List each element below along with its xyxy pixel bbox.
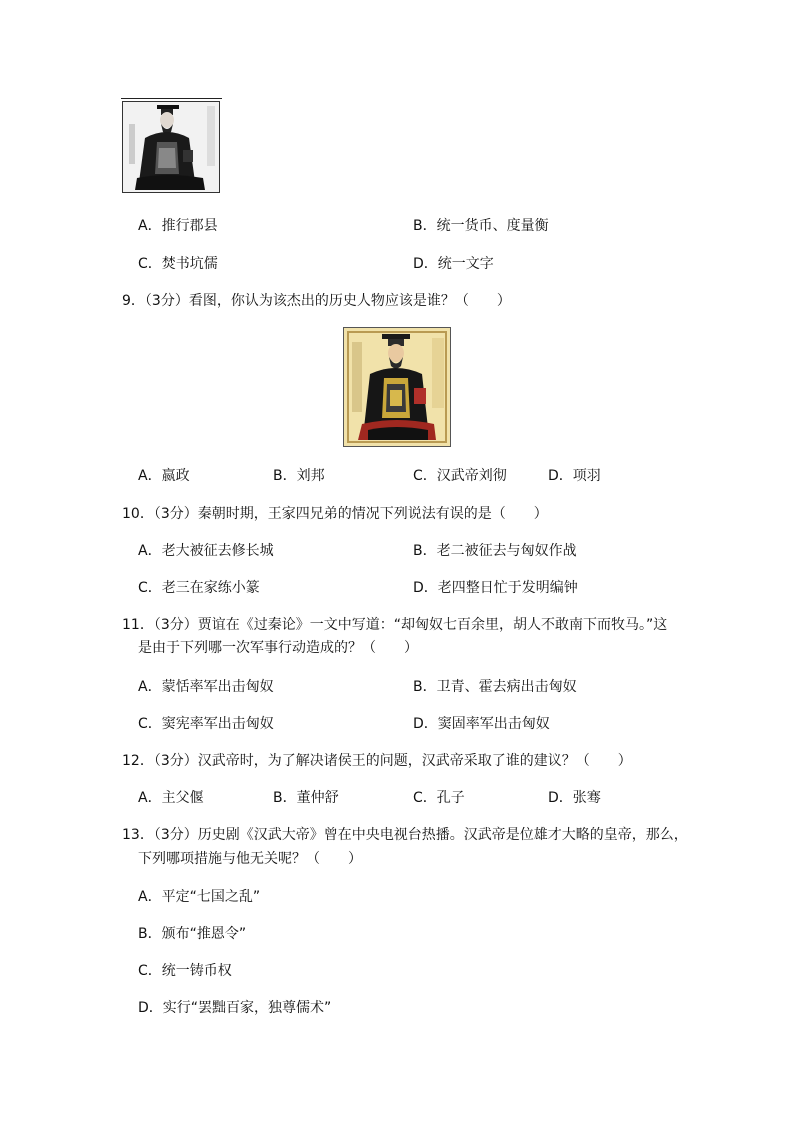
- emperor-figure-bw: [123, 102, 219, 192]
- q8-option-c: C．焚书坑儒: [138, 256, 218, 272]
- q8-option-a: A．推行郡县: [138, 218, 218, 234]
- q11-option-d: D．窦固率军出击匈奴: [413, 716, 550, 732]
- q9-option-b: B．刘邦: [273, 468, 325, 484]
- q13-option-c: C．统一铸币权: [138, 963, 232, 979]
- q12-option-d: D．张骞: [548, 790, 601, 806]
- emperor-portrait-bw: [122, 101, 220, 193]
- q11-option-c: C．窦宪率军出击匈奴: [138, 716, 274, 732]
- q11-stem-line2: 是由于下列哪一次军事行动造成的？（ ）: [138, 640, 418, 656]
- q10-option-b: B．老二被征去与匈奴作战: [413, 543, 577, 559]
- q13-option-a: A．平定“七国之乱”: [138, 889, 261, 905]
- q9-stem: 9．（3分）看图，你认为该杰出的历史人物应该是谁？（ ）: [122, 293, 511, 309]
- q13-stem-line2: 下列哪项措施与他无关呢？（ ）: [138, 851, 362, 867]
- q11-stem-line1: 11．（3分）贾谊在《过秦论》一文中写道：“却匈奴七百余里，胡人不敢南下而牧马。”这: [122, 617, 668, 633]
- q12-stem: 12．（3分）汉武帝时，为了解决诸侯王的问题，汉武帝采取了谁的建议？（ ）: [122, 753, 632, 769]
- q9-option-a: A．嬴政: [138, 468, 190, 484]
- q10-option-c: C．老三在家练小篆: [138, 580, 260, 596]
- q8-option-b: B．统一货币、度量衡: [413, 218, 549, 234]
- q10-option-d: D．老四整日忙于发明编钟: [413, 580, 578, 596]
- q10-stem: 10．（3分）秦朝时期，王家四兄弟的情况下列说法有误的是（ ）: [122, 506, 548, 522]
- q13-stem-line1: 13．（3分）历史剧《汉武大帝》曾在中央电视台热播。汉武帝是位雄才大略的皇帝，那么，: [122, 827, 688, 843]
- q11-option-a: A．蒙恬率军出击匈奴: [138, 679, 274, 695]
- emperor-figure-color: [344, 328, 450, 446]
- q13-option-d: D．实行“罢黜百家，独尊儒术”: [138, 1000, 332, 1016]
- emperor-portrait-color: [343, 327, 451, 447]
- q10-option-a: A．老大被征去修长城: [138, 543, 274, 559]
- q13-option-b: B．颁布“推恩令”: [138, 926, 247, 942]
- top-rule: [121, 98, 222, 99]
- q12-option-a: A．主父偃: [138, 790, 204, 806]
- q9-option-c: C．汉武帝刘彻: [413, 468, 507, 484]
- q8-option-d: D．统一文字: [413, 256, 494, 272]
- q9-option-d: D．项羽: [548, 468, 601, 484]
- q12-option-c: C．孔子: [413, 790, 465, 806]
- q12-option-b: B．董仲舒: [273, 790, 339, 806]
- q11-option-b: B．卫青、霍去病出击匈奴: [413, 679, 577, 695]
